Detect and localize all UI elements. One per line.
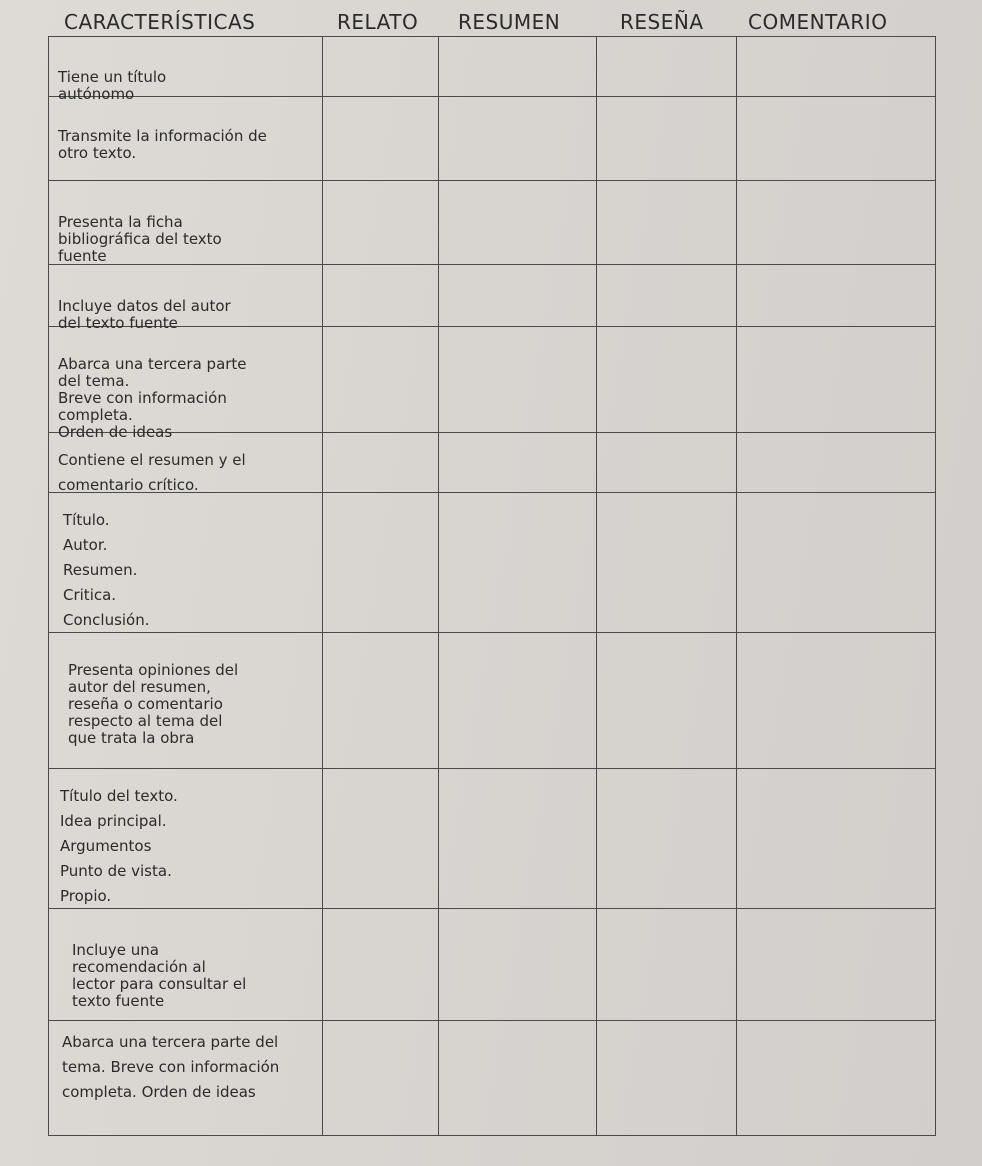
row-caracteristica-11: Abarca una tercera parte del tema. Breve con información completa. Orden de ideas: [62, 1033, 280, 1101]
header-caracteristicas: CARACTERÍSTICAS: [64, 10, 256, 34]
header-comentario: COMENTARIO: [748, 10, 888, 34]
row-caracteristica-2: Transmite la información de otro texto.: [58, 127, 267, 162]
row-caracteristica-7: Título. Autor. Resumen. Critica. Conclusión.: [63, 511, 150, 629]
row-caracteristica-9: Título del texto. Idea principal. Argumentos Punto de vista. Propio.: [60, 787, 178, 905]
row-caracteristica-10: Incluye una recomendación al lector para consultar el texto fuente: [72, 941, 247, 1010]
header-resena: RESEÑA: [620, 10, 704, 34]
row-caracteristica-8: Presenta opiniones del autor del resumen, reseña o comentario respecto al tema del que trata la obra: [68, 661, 239, 747]
row-caracteristica-6: Contiene el resumen y el comentario crítico.: [58, 451, 246, 494]
row-caracteristica-1: Tiene un título autónomo: [58, 68, 167, 103]
row-caracteristica-4: Incluye datos del autor del texto fuente: [58, 297, 231, 332]
comparison-table: [48, 36, 936, 1136]
header-relato: RELATO: [337, 10, 419, 34]
row-caracteristica-3: Presenta la ficha bibliográfica del texto fuente: [58, 213, 222, 265]
row-caracteristica-5: Abarca una tercera parte del tema. Breve con información completa. Orden de ideas: [58, 355, 247, 441]
header-resumen: RESUMEN: [458, 10, 561, 34]
